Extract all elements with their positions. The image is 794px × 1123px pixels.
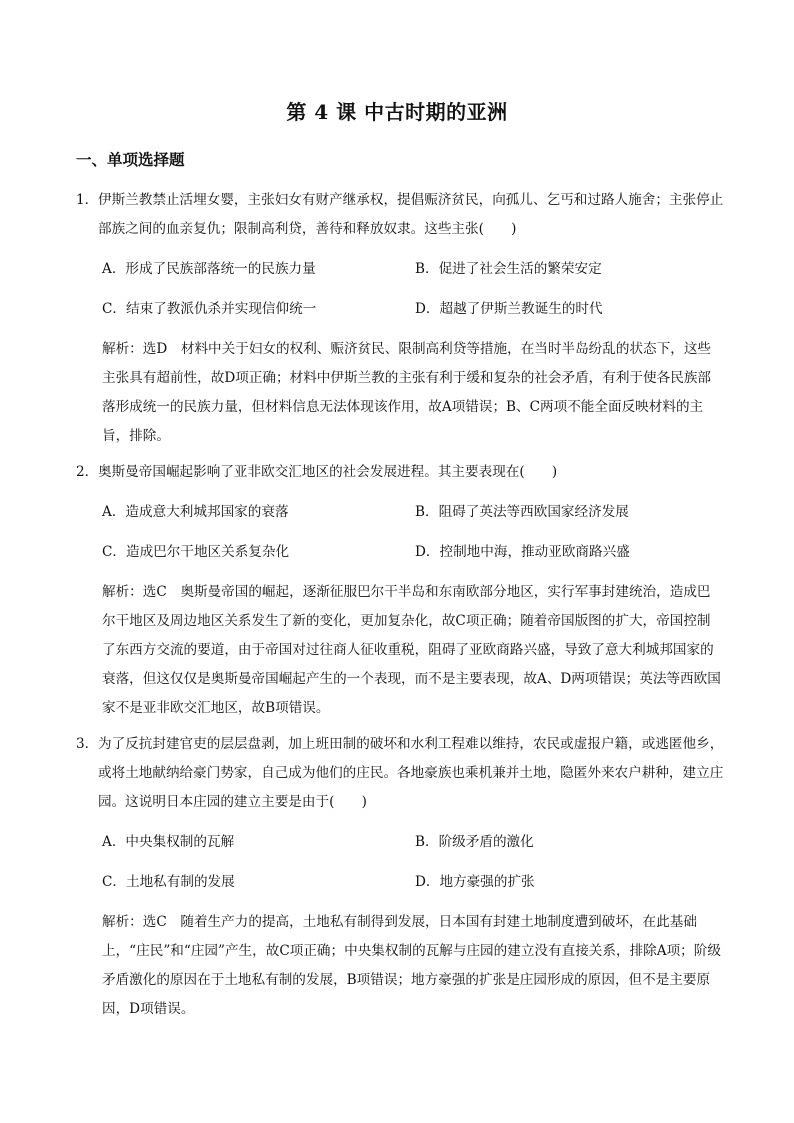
question-1 [76, 186, 724, 451]
answer-analysis: 解析：选C 随着生产力的提高，土地私有制得到发展，日本国有封建土地制度遭到破坏，在此基础上，“庄民”和“庄园”产生，故C项正确；中央集权制的瓦解与庄园的建立没有直接关系，排除A项；阶级矛盾激化的原因在于土地私有制的发展，B项错误；地方豪强的扩张是庄园形成的原因，但不是主要原因，D项错误。 [102, 914, 721, 1017]
option-a: A．中央集权制的瓦解 [102, 834, 235, 850]
answer-options [102, 255, 724, 324]
question-stem [76, 730, 724, 817]
option-c: C．造成巴尔干地区关系复杂化 [102, 544, 290, 560]
question-2 [76, 458, 724, 723]
question-3 [76, 730, 724, 1024]
question-number: 1． [76, 192, 99, 208]
option-d: D．地方豪强的扩张 [415, 874, 535, 890]
page-title: 第 4 课 中古时期的亚洲 [286, 100, 508, 124]
answer-options [102, 828, 724, 897]
option-b: B．促进了社会生活的繁荣安定 [415, 261, 602, 277]
answer-analysis: 解析：选C 奥斯曼帝国的崛起，逐渐征服巴尔干半岛和东南欧部分地区，实行军事封建统治，造成巴尔干地区及周边地区关系发生了新的变化，更加复杂化，故C项正确；随着帝国版图的扩大，帝国控制了东西方交流的要道，由于帝国对过往商人征收重税，阻碍了亚欧商路兴盛，导致了意大利城邦国家的衰落，但这仅仅是奥斯曼帝国崛起产生的一个表现，而不是主要表现，故A、D两项错误；英法等西欧国家不是亚非欧交汇地区，故B项错误。 [102, 584, 721, 716]
question-text: 伊斯兰教禁止活埋女婴，主张妇女有财产继承权，提倡赈济贫民，向孤儿、乞丐和过路人施舍；主张停止部族之间的血亲复仇；限制高利贷，善待和释放奴隶。这些主张( ) [98, 192, 724, 237]
option-d: D．超越了伊斯兰教诞生的时代 [415, 301, 603, 317]
section-heading: 一、单项选择题 [76, 150, 185, 169]
question-text: 奥斯曼帝国崛起影响了亚非欧交汇地区的社会发展进程。其主要表现在( ) [98, 464, 558, 480]
question-text: 为了反抗封建官吏的层层盘剥，加上班田制的破坏和水利工程难以维持，农民或虚报户籍，或逃匿他乡，或将土地献纳给豪门势家，自己成为他们的庄民。各地豪族也乘机兼并土地，隐匿外来农户耕种，建立庄园。这说明日本庄园的建立主要是由于( ) [98, 736, 724, 810]
option-a: A．造成意大利城邦国家的衰落 [102, 504, 289, 520]
option-b: B．阻碍了英法等西欧国家经济发展 [415, 504, 629, 520]
question-number: 2． [76, 464, 99, 480]
question-stem [76, 186, 724, 244]
question-stem [76, 458, 724, 487]
question-number: 3． [76, 736, 99, 752]
answer-analysis: 解析：选D 材料中关于妇女的权利、赈济贫民、限制高利贷等措施，在当时半岛纷乱的状态下，这些主张具有超前性，故D项正确；材料中伊斯兰教的主张有利于缓和复杂的社会矛盾，有利于使各民族部落形成统一的民族力量，但材料信息无法体现该作用，故A项错误；B、C两项不能全面反映材料的主旨，排除。 [102, 341, 712, 444]
option-b: B．阶级矛盾的激化 [415, 834, 534, 850]
answer-options [102, 498, 724, 567]
option-a: A．形成了民族部落统一的民族力量 [102, 261, 316, 277]
option-d: D．控制地中海，推动亚欧商路兴盛 [415, 544, 630, 560]
option-c: C．结束了教派仇杀并实现信仰统一 [102, 301, 317, 317]
option-c: C．土地私有制的发展 [102, 874, 235, 890]
